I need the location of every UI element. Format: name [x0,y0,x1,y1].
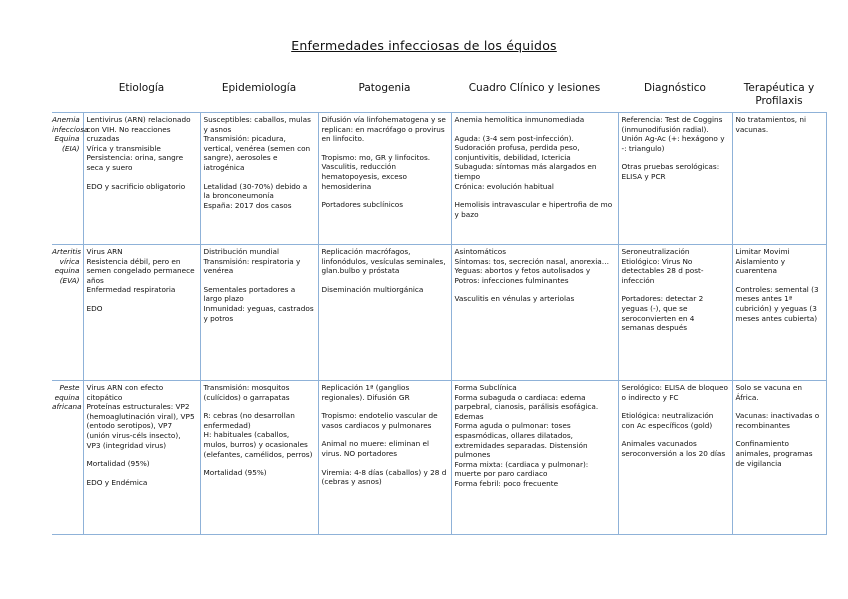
cell-etiologia [83,113,200,245]
cell-line: Seroneutralización [621,247,690,256]
cell-line: Vasculitis en vénulas y arteriolas [454,294,575,304]
cell-line: Transmisión: respiratoria y venérea [203,256,301,276]
cell-line: Virus ARN [86,247,123,256]
diseases-table [52,80,827,535]
cell-line: Diseminación multiorgánica [321,284,424,294]
cell-line [87,469,197,478]
cell-terapeutica [732,245,826,381]
cell-line [322,459,448,468]
cell-line: España: 2017 dos casos [203,200,292,210]
cell-line: Solo se vacuna en África. [735,383,802,402]
cell-line: Mortalidad (95%) [203,468,267,478]
header-row [52,80,826,113]
cell-line: Tropismo: mo, GR y linfocitos. Vasculitis, reducción hematopoyesis, exceso hemosiderina [321,152,431,191]
table-row [52,381,826,535]
corner-cell [52,80,83,113]
column-header-epidemiologia: Epidemiología [200,80,318,113]
column-header-patogenia: Patogenia [318,80,451,113]
cell-epidemiologia [200,245,318,381]
cell-line: Aguda: (3-4 sem post-infección). Sudoración profusa, perdida peso, conjuntivitis, debilidad, Ictericia [454,133,580,162]
cell-line [736,276,823,285]
cell-line [622,402,729,411]
table-row [52,245,826,381]
cell-line: Subaguda: síntomas más alargados en tiempo [454,162,597,181]
cell-line: Transmisión: picadura, vertical, venérea (semen con sangre), aerosoles e iatrogénica [203,134,311,172]
cell-line [322,430,448,439]
cell-line: H: habituales (caballos, mulos, burros) y ocasionales (elefantes, camélidos, perros) [203,430,313,459]
cell-diagnostico [618,113,732,245]
cell-line: Confinamiento animales, programas de vigilancia [735,439,813,468]
cell-line [87,295,197,304]
cell-line: Susceptibles: caballos, mulas y asnos [203,115,311,134]
cell-line [322,276,448,285]
cell-line: Yeguas: abortos y fetos autolisados y Potros: infecciones fulminantes [454,266,591,285]
cell-line: Forma mixta: (cardiaca y pulmonar): muerte por paro cardiaco [454,459,589,479]
cell-line: Crónica: evolución habitual [454,181,554,191]
cell-line [622,153,729,162]
cell-patogenia [318,381,451,535]
cell-epidemiologia [200,113,318,245]
cell-line: EDO y sacrificio obligatorio [86,181,186,191]
cell-patogenia [318,245,451,381]
cell-line [322,191,448,200]
cell-line: Hemolisis intravascular e hipertrofia de mo y bazo [454,200,613,219]
cell-line: Replicación macrófagos, linfonódulos, vesículas seminales, glan.bulbo y próstata [321,247,446,276]
cell-line: Etiológica: neutralización con Ac específicos (gold) [621,411,714,430]
cell-cuadro-clinico [451,113,618,245]
cell-line [622,285,729,294]
cell-line [204,402,315,411]
cell-line: Persistencia: orina, sangre seca y suero [86,153,184,172]
cell-line: Controles: semental (3 meses antes 1ª cubrición) y yeguas (3 meses antes cubierta) [735,284,819,323]
cell-line [322,144,448,153]
cell-line: Transmisión: mosquitos (culícidos) o garrapatas [203,383,290,402]
cell-line [204,276,315,285]
cell-line: Forma aguda o pulmonar: toses espasmódicas, ollares dilatados, extremidades separadas. Distensión pulmones [454,421,588,460]
cell-line [622,430,729,439]
cell-line [87,450,197,459]
cell-line [204,459,315,468]
row-label: Anemia infecciosa Equina (EIA) [52,113,83,245]
cell-line: Forma Subclínica [454,383,517,392]
cell-line: Sementales portadores a largo plazo [203,284,296,304]
cell-line: Síntomas: tos, secreción nasal, anorexia… [454,256,610,266]
cell-line: Lentivirus (ARN) relacionado con VIH. No reacciones cruzadas [86,115,191,144]
cell-line: Letalidad (30-70%) debido a la bronconeumonía [203,181,308,201]
cell-line: Viremia: 4-8 días (caballos) y 28 d (cebras y asnos) [321,467,447,487]
column-header-cuadro-clinico: Cuadro Clínico y lesiones [451,80,618,113]
page-title: Enfermedades infecciosas de los équidos [291,38,557,53]
row-label: Peste equina africana [52,381,83,535]
column-header-etiologia: Etiología [83,80,200,113]
cell-diagnostico [618,245,732,381]
cell-line [322,402,448,411]
cell-line: Tropismo: endotelio vascular de vasos cardiacos y pulmonares [321,411,438,430]
cell-line: Otras pruebas serológicas: ELISA y PCR [621,162,720,181]
cell-line [736,402,823,411]
cell-line: EDO [86,303,103,313]
cell-line: Asintomáticos [454,247,507,256]
cell-line: Portadores: detectar 2 yeguas (-), que se seroconvierten en 4 semanas después [621,294,704,333]
cell-line: Enfermedad respiratoria [86,285,176,295]
cell-line [455,125,615,134]
cell-line: Animales vacunados seroconversión a los 20 días [621,439,726,458]
cell-line [455,191,615,200]
cell-line: Vacunas: inactivadas o recombinantes [735,411,820,430]
cell-line: Mortalidad (95%) [86,459,150,469]
cell-line: Limitar Movimi Aislamiento y cuarentena [735,247,790,276]
column-header-diagnostico: Diagnóstico [618,80,732,113]
cell-etiologia [83,381,200,535]
cell-line: Forma subaguda o cardiaca: edema parpebral, cianosis, parálisis esofágica. Edemas [454,392,599,421]
cell-cuadro-clinico [451,245,618,381]
row-label: Arteritis vírica equina (EVA) [52,245,83,381]
cell-line: Serológico: ELISA de bloqueo o indirecto y FC [621,383,729,402]
cell-line: Anemia hemolítica inmunomediada [454,115,585,124]
cell-patogenia [318,113,451,245]
cell-diagnostico [618,381,732,535]
cell-line [204,173,315,182]
table-row [52,113,826,245]
cell-line: Animal no muere: eliminan el virus. NO portadores [321,439,430,458]
cell-line: Replicación 1ª (ganglios regionales). Difusión GR [321,383,410,402]
column-header-terapeutica: Terapéutica y Profilaxis [732,80,826,113]
cell-terapeutica [732,113,826,245]
cell-line: Referencia: Test de Coggins (inmunodifusión radial). Unión Ag-Ac (+: hexágono y -: triangulo) [621,115,725,153]
cell-line: No tratamientos, ni vacunas. [735,115,807,134]
cell-epidemiologia [200,381,318,535]
cell-line [736,430,823,439]
cell-line: Difusión vía linfohematogena y se replican: en macrófago o provirus en linfocito. [321,115,446,144]
cell-line: Inmunidad: yeguas, castrados y potros [203,303,314,323]
cell-line: Virus ARN con efecto citopático [86,383,164,402]
cell-line: EDO y Endémica [86,477,148,487]
cell-terapeutica [732,381,826,535]
cell-line: R: cebras (no desarrollan enfermedad) [203,411,295,430]
cell-line [87,173,197,182]
cell-cuadro-clinico [451,381,618,535]
cell-line: Vírica y transmisible [86,143,161,153]
cell-line: Portadores subclínicos [321,200,404,210]
cell-etiologia [83,245,200,381]
cell-line: Etiológico: Virus No detectables 28 d post-infección [621,256,704,285]
cell-line: Distribución mundial [203,247,280,256]
cell-line: Forma febril: poco frecuente [454,478,559,488]
cell-line: Proteínas estructurales: VP2 (hemoaglutinación viral), VP5 (entodo serotipos), VP7 (unión virus-céls insecto), VP3 (integridad virus) [86,402,195,450]
cell-line [455,285,615,294]
cell-line: Resistencia débil, pero en semen congelado permanece años [86,256,195,285]
